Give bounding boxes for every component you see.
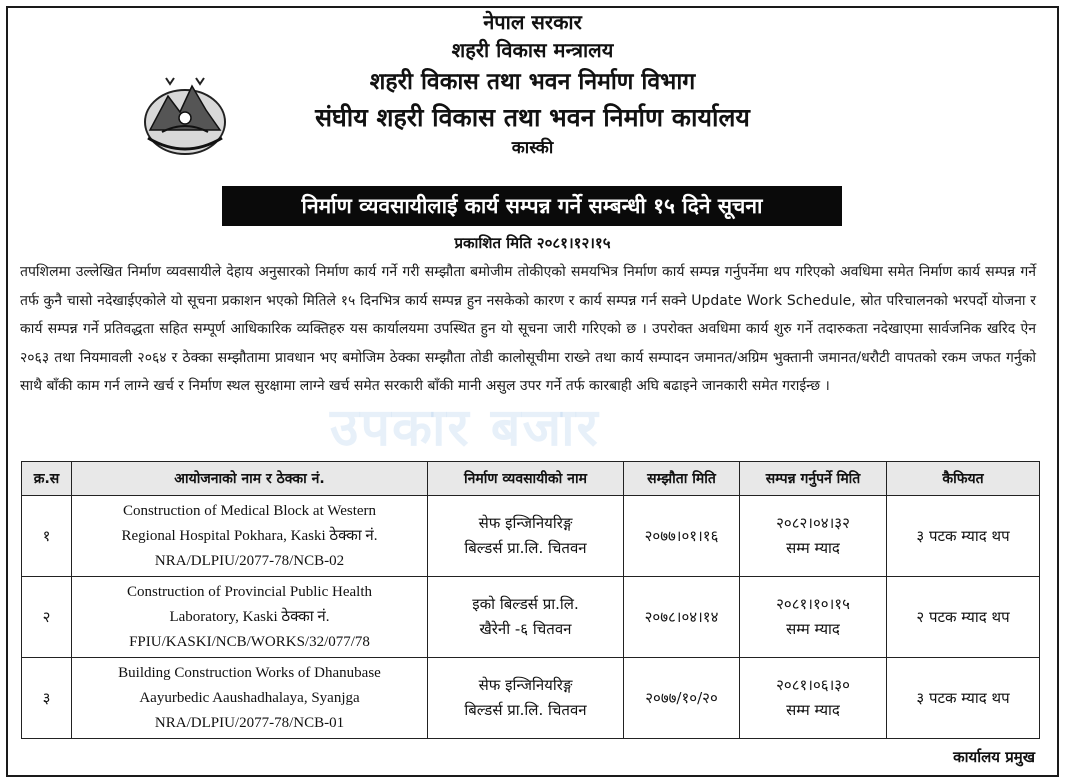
watermark: उपकार बजार [330,398,600,458]
project-line: NRA/DLPIU/2077-78/NCB-02 [154,552,345,569]
project-line: NRA/DLPIU/2077-78/NCB-01 [154,714,345,731]
row-developer [428,496,624,577]
completion-date: २०८२।०४।३२ [776,514,850,532]
office-name: संघीय शहरी विकास तथा भवन निर्माण कार्यालय [315,103,750,132]
row-project [72,496,428,577]
developer-line: इको बिल्डर्स प्रा.लि. [472,595,579,613]
project-line: Laboratory, Kaski ठेक्का नं. [169,608,330,625]
col-header-remarks: कैफियत [887,462,1040,496]
row-agreement-date: २०७७/१०/२० [624,658,740,739]
completion-date: २०८१।१०।१५ [776,595,850,613]
row-project [72,658,428,739]
row-remarks: ३ पटक म्याद थप [887,658,1040,739]
published-date: प्रकाशित मिति २०८१।१२।१५ [454,234,611,252]
project-line: Construction of Provincial Public Health [127,583,372,600]
row-agreement-date: २०७८।०४।१४ [624,577,740,658]
row-sn: १ [22,496,72,577]
office-chief-signature: कार्यालय प्रमुख [953,748,1035,766]
table-row [22,577,1040,658]
contractor-table [21,461,1040,739]
developer-line: बिल्डर्स प्रा.लि. चितवन [464,539,587,557]
completion-suffix: सम्म म्याद [786,620,840,638]
government-name: नेपाल सरकार [483,10,582,34]
notice-body: तपशिलमा उल्लेखित निर्माण व्यवसायीले देहाय अनुसारको निर्माण कार्य गर्ने गरी सम्झौता बमोजीम तोकीएको समयभित्र निर्माण कार्य सम्पन्न गर्नुपर्नेमा थप गरिएको अवधिमा समेत निर्माण कार्य सम्पन्न गर्ने तर्फ कुनै चासो नदेखाईएकोले यो सूचना प्रकाशन भएको मितिले १५ दिनभित्र कार्य सम्पन्न हुन नसकेको कारण र कार्य सम्पन्न गर्न सक्ने Update Work Schedule, स्रोत परिचालनको भरपर्दो योजना र कार्य सम्पन्न गर्ने प्रतिवद्धता सहित सम्पूर्ण आधिकारिक व्यक्तिहरु यस कार्यालयमा उपस्थित हुन यो सूचना जारी गरिएको छ । उपरोक्त अवधिमा कार्य शुरु गर्ने तदारुकता नदेखाएमा सार्वजनिक खरिद ऐन २०६३ तथा नियमावली २०६४ र ठेक्का सम्झौतामा प्रावधान भए बमोजिम ठेक्का सम्झौता तोडी कालोसूचीमा राख्ने तथा कार्य सम्पादन जमानत/अग्रिम भुक्तानी जमानत/धरौटी वापतको रकम जफत गर्नुको साथै बाँकी काम गर्न लाग्ने खर्च र निर्माण स्थल सुरक्षामा लाग्ने खर्च समेत सरकारी बाँकी मानी असुल उपर गर्ने तर्फ कारबाही अघि बढाइने जानकारी समेत गराईन्छ । [20,264,1036,395]
row-remarks: ३ पटक म्याद थप [887,496,1040,577]
developer-line: सेफ इन्जिनियरिङ्ग [478,514,573,532]
developer-line: सेफ इन्जिनियरिङ्ग [478,676,573,694]
completion-suffix: सम्म म्याद [786,539,840,557]
row-developer [428,658,624,739]
department-name: शहरी विकास तथा भवन निर्माण विभाग [369,69,696,95]
col-header-developer: निर्माण व्यवसायीको नाम [428,462,624,496]
developer-line: खैरेनी -६ चितवन [479,620,572,638]
row-sn: ३ [22,658,72,739]
project-line: Construction of Medical Block at Western [122,502,377,519]
completion-suffix: सम्म म्याद [786,701,840,719]
row-project [72,577,428,658]
col-header-project: आयोजनाको नाम र ठेक्का नं. [72,462,428,496]
completion-date: २०८१।०६।३० [776,676,850,694]
project-line: FPIU/KASKI/NCB/WORKS/32/077/78 [129,633,370,650]
table-row [22,496,1040,577]
project-line: Building Construction Works of Dhanubase [118,664,381,681]
table-row [22,658,1040,739]
row-completion-date [740,658,887,739]
project-line: Regional Hospital Pokhara, Kaski ठेक्का नं. [121,527,378,544]
district-name: कास्की [511,138,554,158]
developer-line: बिल्डर्स प्रा.लि. चितवन [464,701,587,719]
letterhead [0,8,1065,160]
col-header-completion-date: सम्पन्न गर्नुपर्ने मिति [740,462,887,496]
row-completion-date [740,577,887,658]
project-line: Aayurbedic Aaushadhalaya, Syanjga [139,689,360,706]
row-agreement-date: २०७७।०१।१६ [624,496,740,577]
col-header-sn: क्र.स [22,462,72,496]
col-header-agreement-date: सम्झौता मिति [624,462,740,496]
row-developer [428,577,624,658]
row-sn: २ [22,577,72,658]
row-completion-date [740,496,887,577]
table-header-row [22,462,1040,496]
ministry-name: शहरी विकास मन्त्रालय [451,38,614,62]
notice-title: निर्माण व्यवसायीलाई कार्य सम्पन्न गर्ने सम्बन्धी १५ दिने सूचना [222,186,842,226]
row-remarks: २ पटक म्याद थप [887,577,1040,658]
